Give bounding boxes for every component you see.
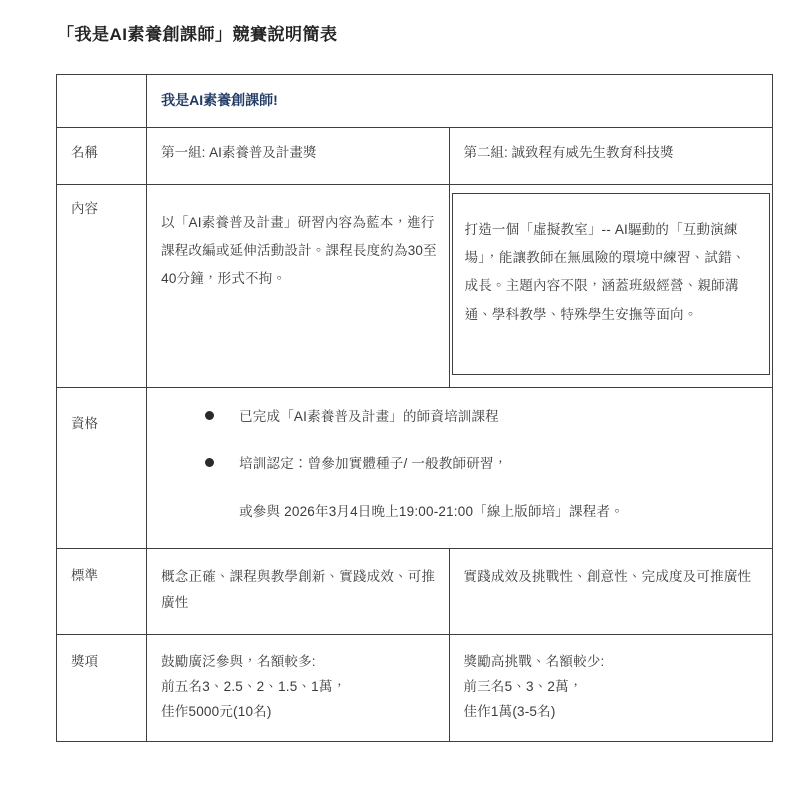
row-value-criteria-group1: 概念正確、課程與教學創新、實踐成效、可推廣性: [161, 568, 436, 610]
header-label-text: [57, 75, 146, 103]
awards-line: 鼓勵廣泛參與，名額較多:: [161, 653, 316, 669]
header-title-text: 我是AI素養創課師!: [161, 92, 278, 108]
row-value-content-group2: 打造一個「虛擬教室」-- AI驅動的「互動演練場」，能讓教師在無風險的環境中練習、試錯、成長。主題內容不限，涵蓋班級經營、親師溝通、學科教學、特殊學生安撫等面向。: [464, 221, 746, 322]
row-left-cell-awards: [147, 634, 449, 741]
table-row-criteria: [57, 548, 773, 634]
table-row-awards: [57, 634, 773, 741]
row-value-cell-qualification: [147, 387, 773, 548]
table-header-row: [57, 75, 773, 128]
row-label-content: 內容: [71, 200, 98, 216]
row-left-cell-name: [147, 127, 449, 184]
qualification-body: [147, 388, 772, 533]
row-label-cell-qualification: [57, 387, 147, 548]
row-label-cell-criteria: [57, 548, 147, 634]
awards-line: 佳作5000元(10名): [161, 703, 272, 719]
awards-line: 前三名5、3、2萬，: [463, 678, 583, 694]
competition-spec-table: [56, 74, 773, 742]
awards-group2-body: [450, 635, 772, 735]
row-right-cell-awards: [449, 634, 772, 741]
bullet-icon: [205, 458, 214, 467]
awards-line: 獎勵高挑戰、名額較少:: [463, 653, 605, 669]
row-label-qualification: 資格: [71, 415, 98, 431]
row-label-criteria: 標準: [71, 567, 98, 583]
awards-line: 佳作1萬(3-5名): [463, 703, 556, 719]
list-item: [147, 453, 758, 475]
qualification-list: [147, 406, 758, 475]
table-row-qualification: [57, 387, 773, 548]
row-label-awards: 獎項: [71, 653, 98, 669]
table-row-name: [57, 127, 773, 184]
awards-line: 前五名3、2.5、2、1.5、1萬，: [161, 678, 347, 694]
row-label-cell-content: [57, 184, 147, 387]
header-title-cell: [147, 75, 773, 128]
row-label-cell-name: [57, 127, 147, 184]
list-item: [147, 406, 758, 428]
row-value-content-group1: 以「AI素養普及計畫」研習內容為藍本，進行課程改編或延伸活動設計。課程長度約為30至40分鐘，形式不拘。: [161, 214, 437, 287]
row-value-name-group1: 第一組: AI素養普及計畫獎: [161, 144, 317, 160]
header-label-cell: [57, 75, 147, 128]
row-label-cell-awards: [57, 634, 147, 741]
row-label-name: 名稱: [71, 144, 98, 160]
row-value-criteria-group2: 實踐成效及挑戰性、創意性、完成度及可推廣性: [463, 568, 752, 584]
awards-group1-body: [147, 635, 448, 735]
qualification-bullet-text: 已完成「AI素養普及計畫」的師資培訓課程: [239, 408, 499, 424]
row-left-cell-content: [147, 184, 449, 387]
nested-content-box: [452, 193, 770, 375]
row-right-cell-content: [449, 184, 772, 387]
bullet-icon: [205, 411, 214, 420]
row-value-name-group2: 第二組: 誠致程有威先生教育科技獎: [463, 144, 674, 160]
row-right-cell-criteria: [449, 548, 772, 634]
row-left-cell-criteria: [147, 548, 449, 634]
qualification-bullet-text: 培訓認定：曾參加實體種子/ 一般教師研習，: [239, 456, 508, 472]
table-row-content: [57, 184, 773, 387]
qualification-note: 或參與 2026年3月4日晚上19:00-21:00「線上版師培」課程者。: [239, 503, 624, 519]
page-title: 「我是AI素養創課師」競賽說明簡表: [57, 25, 338, 44]
row-right-cell-name: [449, 127, 772, 184]
